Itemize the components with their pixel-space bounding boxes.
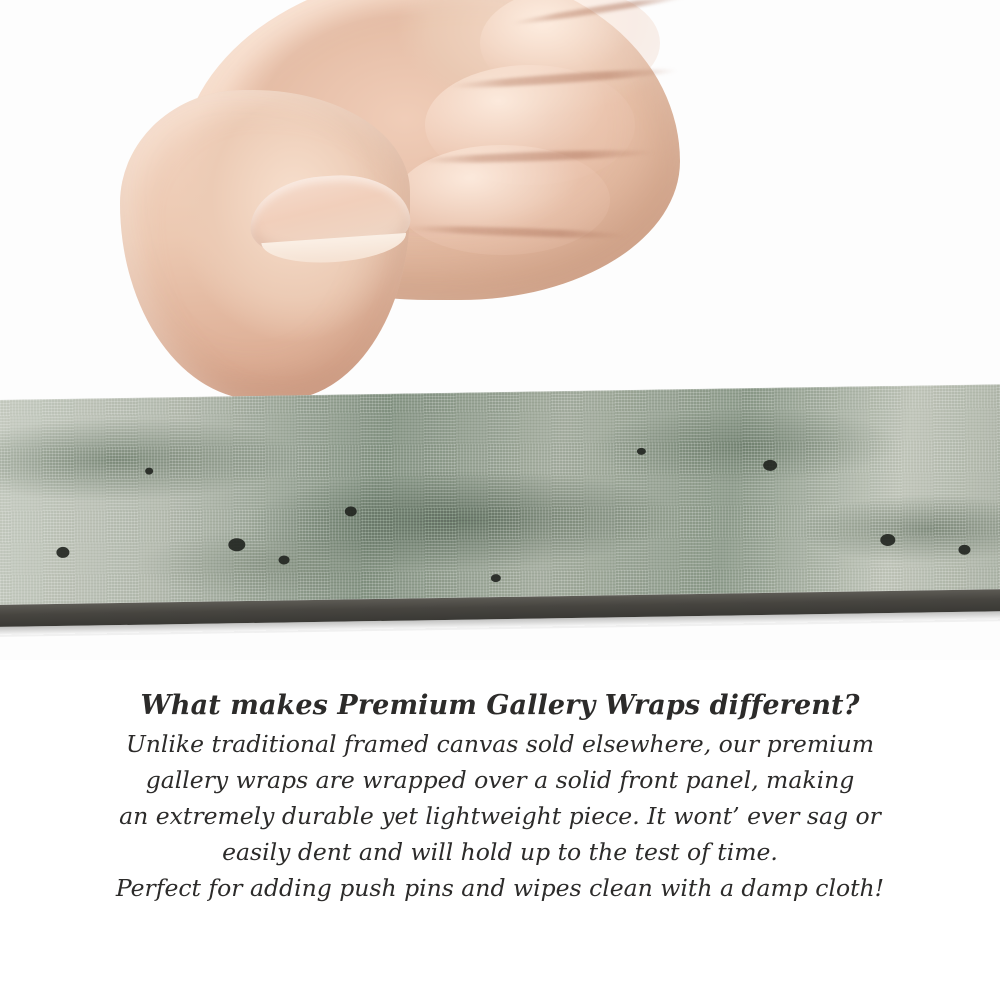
gallery-wrap-canvas (0, 384, 1000, 635)
hand-illustration (120, 0, 700, 440)
caption-line-2: gallery wraps are wrapped over a solid front panel, making (145, 765, 855, 794)
caption-line-5: Perfect for adding push pins and wipes clean with a damp cloth! (115, 873, 885, 902)
caption-heading: What makes Premium Gallery Wraps different? (140, 690, 860, 721)
caption-line-3: an extremely durable yet lightweight piece. It wont’ ever sag or (119, 801, 881, 830)
caption-line-4: easily dent and will hold up to the test of time. (222, 837, 778, 866)
caption-line-1: Unlike traditional framed canvas sold elsewhere, our premium (125, 730, 875, 758)
canvas-weave-texture (0, 384, 1000, 605)
canvas-print-face (0, 384, 1000, 605)
caption-block (0, 690, 1000, 907)
